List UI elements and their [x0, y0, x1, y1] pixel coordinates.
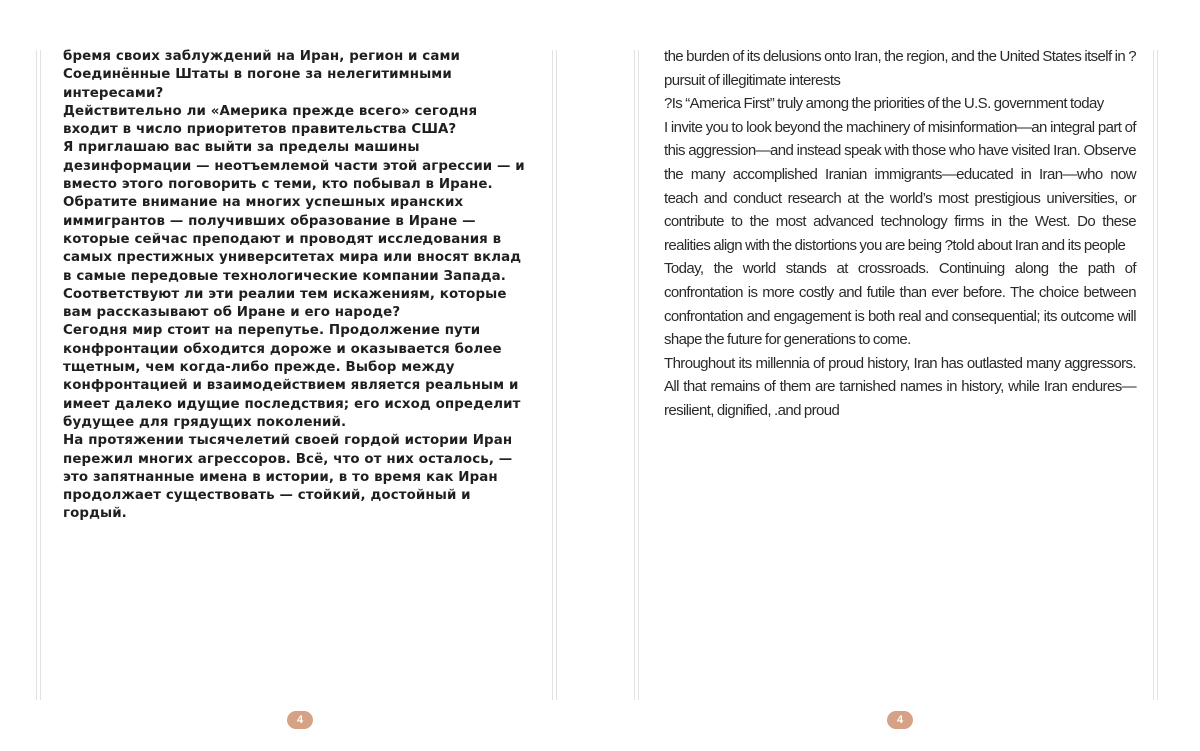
en-paragraph: ?Is “America First” truly among the priorities of the U.S. government today — [664, 95, 1104, 113]
ru-paragraph: Сегодня мир стоит на перепутье. Продолжение пути конфронтации обходится дороже и оказывается более тщетным, чем когда-либо прежде. Выбор между конфронтацией и взаимодействием является реальным и имеет далеко идущие последствия; его исход определит будущее для грядущих поколений. — [63, 323, 521, 430]
right-page-outer-edge — [634, 50, 635, 700]
right-page-inner-edge — [638, 50, 639, 700]
en-paragraph: I invite you to look beyond the machinery of misinformation—an integral part of this aggression—and instead speak with those who have visited Iran. Observe the many accomplished Iranian immigrants—educated in Iran—who now teach and conduct research at the world’s most prestigious universities, or contribute to the most advanced technology firms in the West. Do these realities align with the distortions you are being ?told about Iran and its people — [664, 118, 1136, 254]
ru-paragraph: Я приглашаю вас выйти за пределы машины дезинформации — неотъемлемой части этой агрессии — и вместо этого поговорить с теми, кто побывал в Иране. Обратите внимание на многих успешных иранских иммигрантов — получивших образование в Иране — которые сейчас преподают и проводят исследования в самых престижных университетах мира или вносят вклад в самые передовые технологические компании Запада. Соответствуют ли эти реалии тем искажениям, которые вам рассказывают об Иране и его народе? — [63, 140, 525, 321]
right-page-number-badge: 4 — [887, 711, 913, 729]
left-page-spine-edge — [556, 50, 557, 700]
right-page-right-edge — [1153, 50, 1154, 700]
ru-paragraph: На протяжении тысячелетий своей гордой истории Иран пережил многих агрессоров. Всё, что от них осталось, — это запятнанные имена в истории, в то время как Иран продолжает существовать — стойкий, достойный и гордый. — [63, 433, 513, 522]
left-page-outer-edge — [36, 50, 37, 700]
left-page-right-edge — [552, 50, 553, 700]
left-page-inner-edge — [40, 50, 41, 700]
ru-paragraph: Действительно ли «Америка прежде всего» сегодня входит в число приоритетов правительства США? — [63, 103, 478, 138]
russian-text-column — [63, 48, 533, 524]
en-paragraph: Throughout its millennia of proud history, Iran has outlasted many aggressors. All that remains of them are tarnished names in history, while Iran endures—resilient, dignified, .and proud — [664, 354, 1136, 419]
english-text-column — [664, 45, 1136, 423]
en-paragraph: Today, the world stands at crossroads. Continuing along the path of confrontation is more costly and futile than ever before. The choice between confrontation and engagement is both real and consequential; its outcome will shape the future for generations to come. — [664, 260, 1136, 349]
left-page-number-badge: 4 — [287, 711, 313, 729]
en-paragraph: the burden of its delusions onto Iran, the region, and the United States itself in ?pursuit of illegitimate interests — [664, 48, 1136, 89]
ru-paragraph: бремя своих заблуждений на Иран, регион и сами Соединённые Штаты в погоне за нелегитимными интересами? — [63, 49, 461, 101]
right-page-spine-edge — [1157, 50, 1158, 700]
